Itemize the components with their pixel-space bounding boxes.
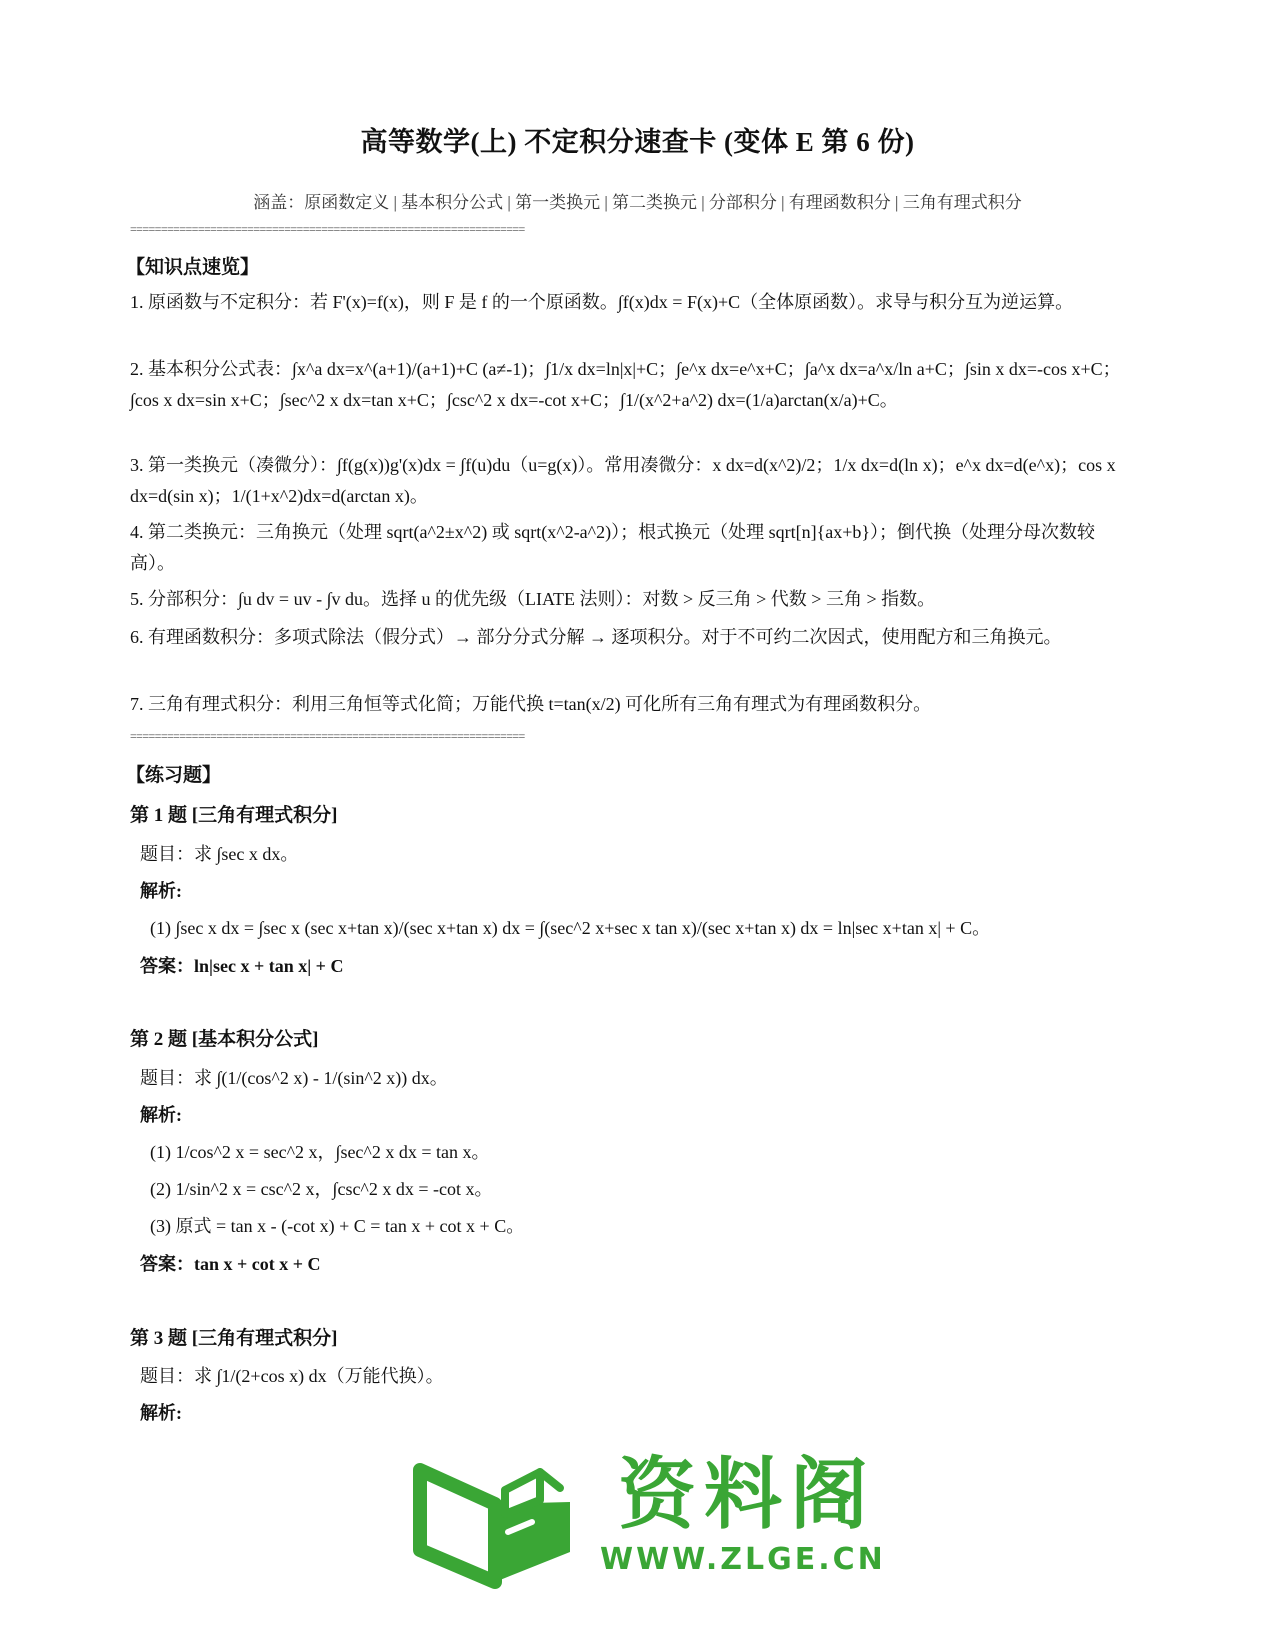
analysis-label: 解析: xyxy=(140,881,182,901)
divider-rule: ================================================================ xyxy=(130,222,525,236)
knowledge-item: 1. 原函数与不定积分：若 F'(x)=f(x)，则 F 是 f 的一个原函数。∫f(x)dx = F(x)+C（全体原函数）。求导与积分互为逆运算。 xyxy=(130,292,1074,312)
practice-heading: 【练习题】 xyxy=(126,765,222,786)
question-problem: 题目：求 ∫(1/(cos^2 x) - 1/(sin^2 x)) dx。 xyxy=(140,1068,448,1088)
solution-step: (3) 原式 = tan x - (-cot x) + C = tan x + cot x + C。 xyxy=(150,1216,525,1236)
knowledge-item: 6. 有理函数积分：多项式除法（假分式）→ 部分分式分解 → 逐项积分。对于不可约二次因式，使用配方和三角换元。 xyxy=(130,627,1062,647)
question-title: 第 1 题 [三角有理式积分] xyxy=(130,805,338,826)
question-problem: 题目：求 ∫1/(2+cos x) dx（万能代换）。 xyxy=(140,1366,444,1386)
knowledge-item: 7. 三角有理式积分：利用三角恒等式化简；万能代换 t=tan(x/2) 可化所有三角有理式为有理函数积分。 xyxy=(130,694,932,714)
solution-step: (2) 1/sin^2 x = csc^2 x，∫csc^2 x dx = -cot x。 xyxy=(150,1179,493,1199)
analysis-label: 解析: xyxy=(140,1403,182,1423)
analysis-label: 解析: xyxy=(140,1105,182,1125)
knowledge-heading: 【知识点速览】 xyxy=(126,257,260,278)
question-title: 第 3 题 [三角有理式积分] xyxy=(130,1328,338,1349)
knowledge-item: 4. 第二类换元：三角换元（处理 sqrt(a^2±x^2) 或 sqrt(x^2-a^2)）；根式换元（处理 sqrt[n]{ax+b}）；倒代换（处理分母次数较高）。 xyxy=(130,522,1096,573)
knowledge-item: 3. 第一类换元（凑微分）：∫f(g(x))g'(x)dx = ∫f(u)du（u=g(x)）。常用凑微分：x dx=d(x^2)/2；1/x dx=d(ln x)；e^x dx=d(e^x)；cos x dx=d(sin x)；1/(1+x^2)dx=d(arctan x)。 xyxy=(130,455,1116,506)
watermark-url: WWW.ZLGE.CN xyxy=(600,1542,886,1577)
page-title: 高等数学(上) 不定积分速查卡 (变体 E 第 6 份) xyxy=(360,127,915,157)
divider-rule: ================================================================ xyxy=(130,729,525,743)
question-problem: 题目：求 ∫sec x dx。 xyxy=(140,844,299,864)
page-subtitle: 涵盖：原函数定义 | 基本积分公式 | 第一类换元 | 第二类换元 | 分部积分 | 有理函数积分 | 三角有理式积分 xyxy=(253,193,1022,212)
open-book-logo-icon xyxy=(400,1442,600,1592)
question-title: 第 2 题 [基本积分公式] xyxy=(130,1029,319,1050)
watermark-text: 资料阁 xyxy=(618,1450,877,1540)
knowledge-item: 2. 基本积分公式表：∫x^a dx=x^(a+1)/(a+1)+C (a≠-1)；∫1/x dx=ln|x|+C；∫e^x dx=e^x+C；∫a^x dx=a^x/ln a+C；∫sin x dx=-cos x+C；∫cos x dx=sin x+C；∫sec^2 x dx=tan x+C；∫csc^2 x dx=-cot x+C；∫1/(x^2+a^2) dx=(1/a)arctan(x/a)+C。 xyxy=(130,359,1121,410)
answer: 答案：tan x + cot x + C xyxy=(140,1254,321,1274)
knowledge-item: 5. 分部积分：∫u dv = uv - ∫v du。选择 u 的优先级（LIATE 法则）：对数 > 反三角 > 代数 > 三角 > 指数。 xyxy=(130,589,936,609)
solution-step: (1) ∫sec x dx = ∫sec x (sec x+tan x)/(sec x+tan x) dx = ∫(sec^2 x+sec x tan x)/(sec x+tan x) dx = ln|sec x+tan x| + C。 xyxy=(150,918,991,938)
answer: 答案：ln|sec x + tan x| + C xyxy=(140,956,344,976)
solution-step: (1) 1/cos^2 x = sec^2 x，∫sec^2 x dx = tan x。 xyxy=(150,1142,490,1162)
watermark xyxy=(400,1442,886,1592)
